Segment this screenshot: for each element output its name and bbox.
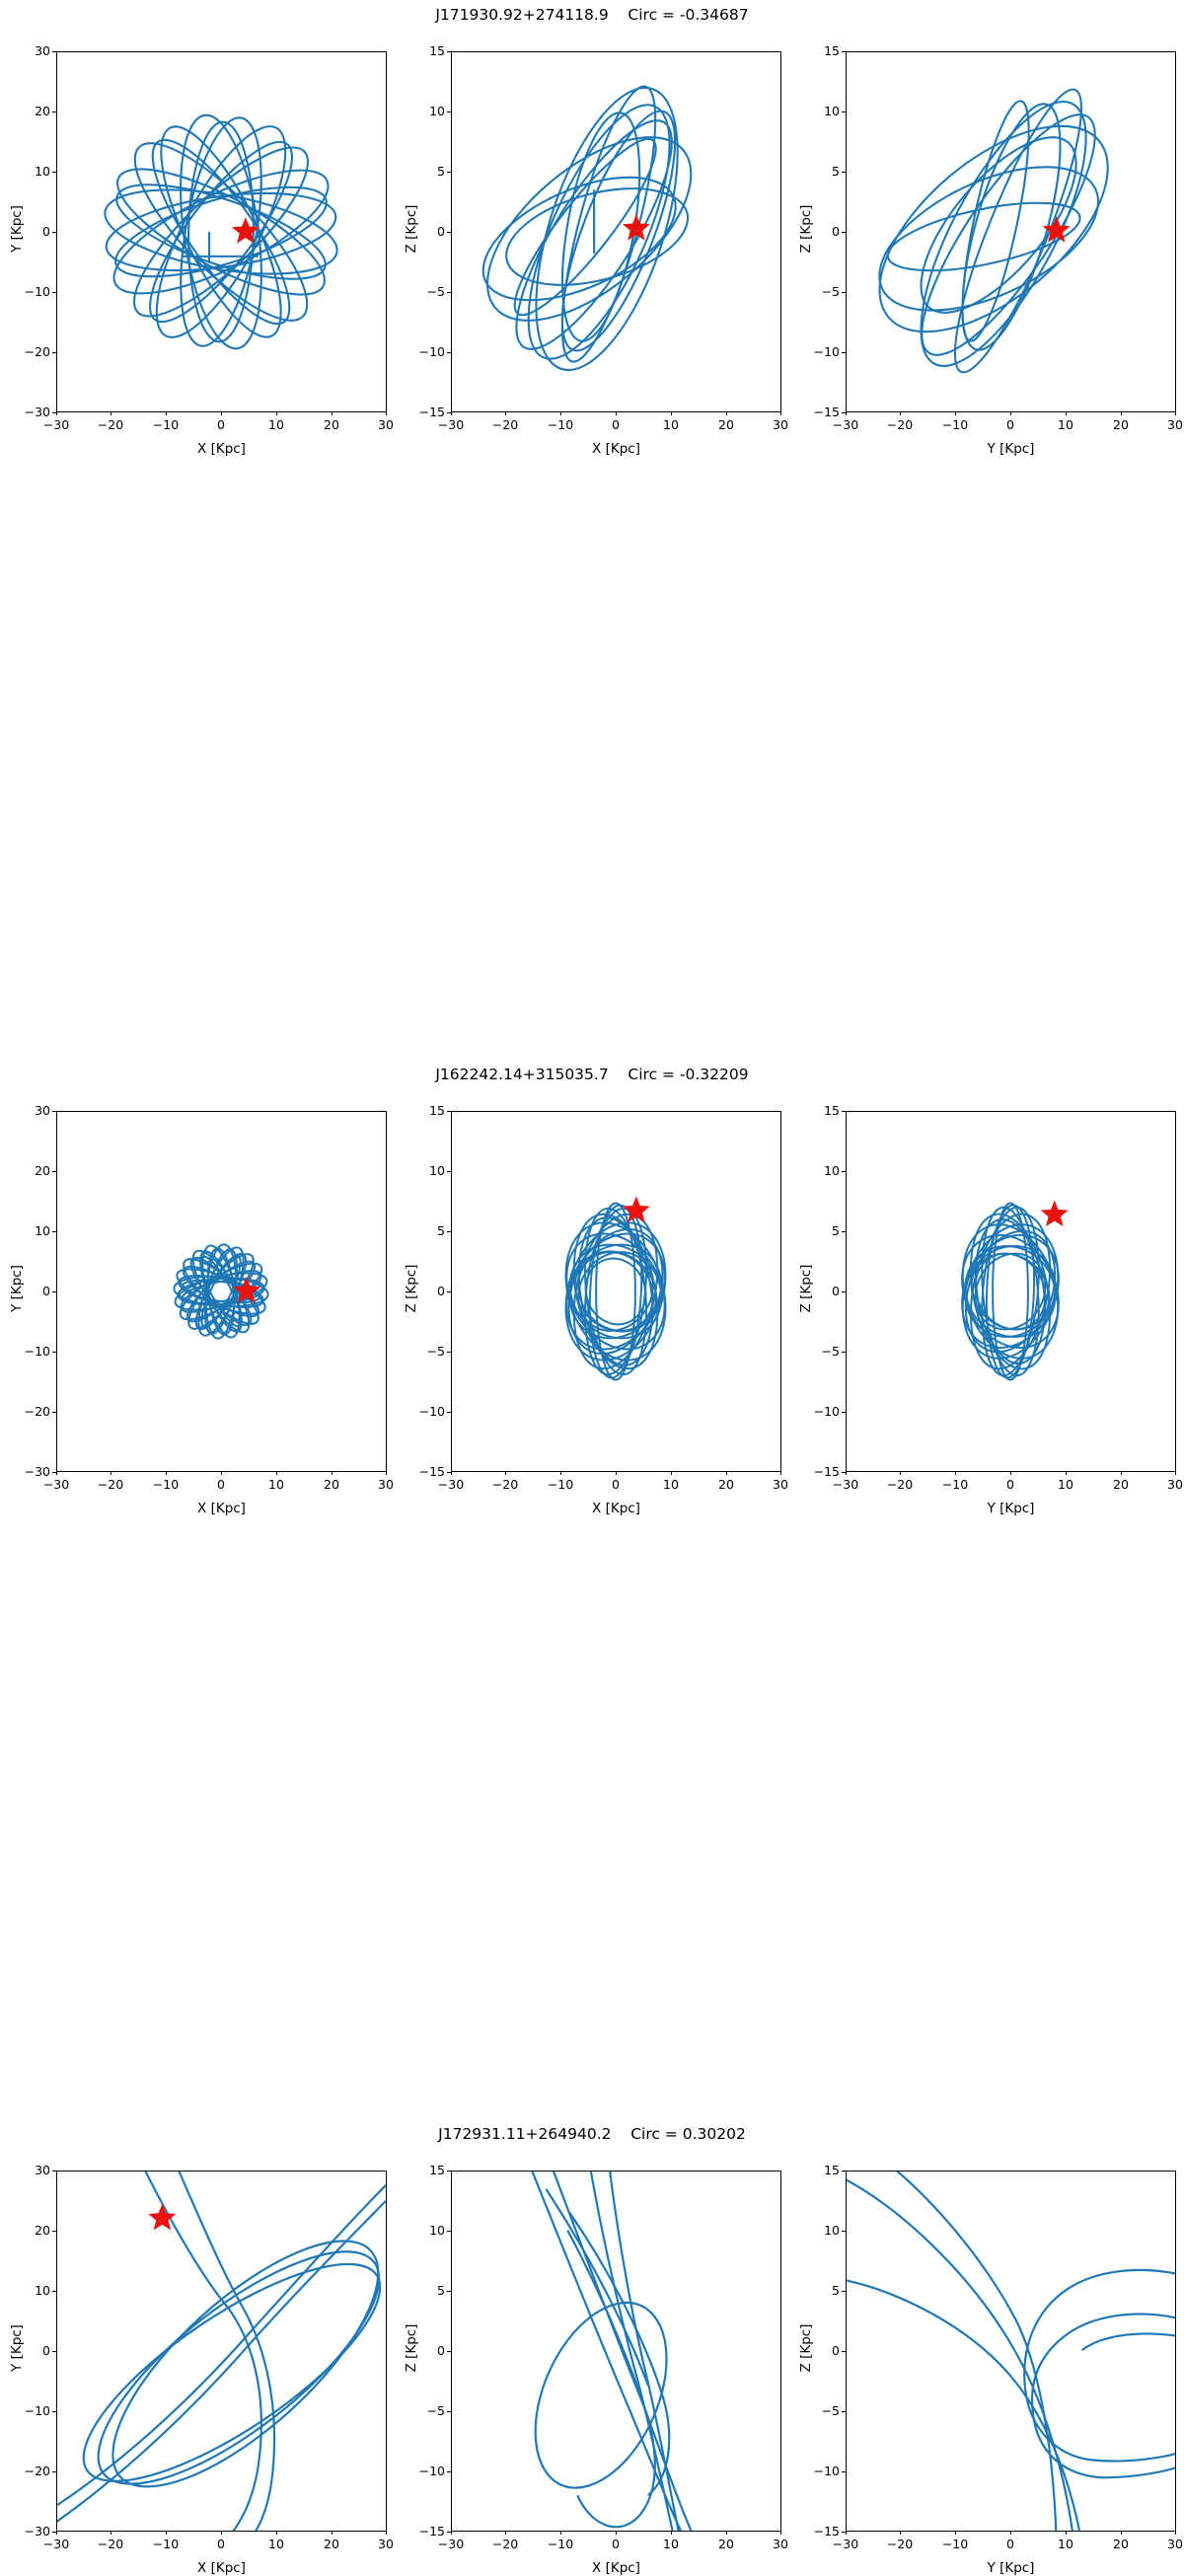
ytick-row2-yz-4: −5: [821, 1344, 840, 1359]
xtick-row1-xy-5: 20: [324, 417, 339, 432]
ytick-row1-yz-3: 0: [832, 224, 840, 239]
plot-area-row3-yz: [846, 2171, 1176, 2532]
orbit-plot-row1-xy: [57, 52, 386, 411]
xtick-row3-yz-0: −30: [832, 2537, 859, 2551]
current-position-star: [148, 2204, 176, 2231]
ytick-row3-xz-6: −15: [418, 2524, 445, 2539]
xtick-row2-xz-5: 20: [718, 1477, 734, 1492]
ylabel-row2-yz: Z [Kpc]: [798, 1264, 814, 1313]
xtick-row3-yz-2: −10: [941, 2537, 969, 2551]
xtick-row2-xy-0: −30: [42, 1477, 70, 1492]
xtick-row3-xz-1: −20: [491, 2537, 519, 2551]
ytick-row1-xy-4: −10: [24, 284, 50, 299]
ylabel-row1-xz: Z [Kpc]: [404, 204, 419, 254]
orbit-plot-row3-yz: [847, 2171, 1175, 2531]
xtick-row2-yz-6: 30: [1167, 1477, 1183, 1492]
ytick-row1-xz-3: 0: [437, 224, 445, 239]
xtick-row2-yz-3: 0: [1006, 1477, 1014, 1492]
xlabel-row1-yz: Y [Kpc]: [987, 441, 1035, 457]
ytick-row1-xy-3: 0: [42, 224, 50, 239]
xtick-row1-xz-4: 10: [663, 417, 679, 432]
ytick-row2-xz-1: 10: [429, 1163, 445, 1178]
ylabel-row2-xy: Y [Kpc]: [9, 1265, 25, 1312]
ytick-row2-xy-4: −10: [24, 1344, 50, 1359]
xtick-row2-xy-6: 30: [378, 1477, 394, 1492]
xtick-row2-xz-4: 10: [663, 1477, 679, 1492]
ytick-row1-xy-6: −30: [24, 405, 50, 419]
xtick-row2-xy-1: −20: [97, 1477, 124, 1492]
xtick-row1-yz-1: −20: [886, 417, 914, 432]
ytick-row2-xz-5: −10: [418, 1404, 445, 1419]
xlabel-row3-xy: X [Kpc]: [197, 2560, 246, 2576]
xlabel-row1-xz: X [Kpc]: [592, 441, 640, 457]
xtick-row1-yz-4: 10: [1058, 417, 1073, 432]
xtick-row1-yz-5: 20: [1113, 417, 1129, 432]
ytick-row3-xy-6: −30: [24, 2524, 50, 2539]
xtick-row1-xz-1: −20: [491, 417, 519, 432]
ytick-row3-xy-3: 0: [42, 2343, 50, 2358]
xtick-row2-xz-0: −30: [437, 1477, 465, 1492]
xtick-row1-xy-6: 30: [378, 417, 394, 432]
xtick-row1-xy-1: −20: [97, 417, 124, 432]
xtick-row2-yz-0: −30: [832, 1477, 859, 1492]
xtick-row1-xy-3: 0: [217, 417, 225, 432]
orbit-plot-row1-yz: [847, 52, 1175, 411]
xtick-row2-xy-5: 20: [324, 1477, 339, 1492]
xtick-row2-yz-4: 10: [1058, 1477, 1073, 1492]
orbit-plot-row3-xy: [57, 2171, 386, 2531]
xtick-row3-yz-3: 0: [1006, 2537, 1014, 2551]
xtick-row3-yz-4: 10: [1058, 2537, 1073, 2551]
row-title-2: J162242.14+315035.7 Circ = -0.32209: [435, 1066, 749, 1083]
ytick-row1-xz-6: −15: [418, 405, 445, 419]
ytick-row3-xy-5: −20: [24, 2464, 50, 2478]
xlabel-row2-xy: X [Kpc]: [197, 1501, 246, 1516]
ytick-row1-xz-5: −10: [418, 344, 445, 359]
xtick-row3-yz-6: 30: [1167, 2537, 1183, 2551]
xlabel-row2-yz: Y [Kpc]: [987, 1501, 1035, 1516]
ytick-row2-xy-1: 20: [35, 1163, 50, 1178]
ytick-row3-yz-1: 10: [824, 2223, 840, 2238]
xtick-row3-xz-6: 30: [773, 2537, 788, 2551]
xtick-row3-yz-5: 20: [1113, 2537, 1129, 2551]
xtick-row3-xy-4: 10: [268, 2537, 284, 2551]
ytick-row2-xz-4: −5: [426, 1344, 445, 1359]
ytick-row3-xy-0: 30: [35, 2163, 50, 2177]
ylabel-row3-xy: Y [Kpc]: [9, 2324, 25, 2372]
xlabel-row1-xy: X [Kpc]: [197, 441, 246, 457]
ytick-row3-xy-4: −10: [24, 2403, 50, 2418]
ytick-row3-xz-1: 10: [429, 2223, 445, 2238]
ytick-row2-xz-6: −15: [418, 1464, 445, 1479]
xtick-row3-xy-1: −20: [97, 2537, 124, 2551]
xtick-row3-xz-2: −10: [547, 2537, 574, 2551]
xtick-row3-xz-5: 20: [718, 2537, 734, 2551]
xtick-row1-xz-2: −10: [547, 417, 574, 432]
xtick-row3-xy-5: 20: [324, 2537, 339, 2551]
xtick-row3-xy-3: 0: [217, 2537, 225, 2551]
plot-area-row1-xy: [56, 51, 387, 412]
ytick-row1-xy-0: 30: [35, 43, 50, 58]
xtick-row3-xy-6: 30: [378, 2537, 394, 2551]
xtick-row3-xz-3: 0: [612, 2537, 620, 2551]
xtick-row1-yz-3: 0: [1006, 417, 1014, 432]
xtick-row2-xy-3: 0: [217, 1477, 225, 1492]
xtick-row1-yz-0: −30: [832, 417, 859, 432]
xtick-row1-xy-2: −10: [152, 417, 180, 432]
ylabel-row1-yz: Z [Kpc]: [798, 204, 814, 254]
row-title-1: J171930.92+274118.9 Circ = -0.34687: [435, 6, 749, 24]
xtick-row2-xz-3: 0: [612, 1477, 620, 1492]
xtick-row2-xy-4: 10: [268, 1477, 284, 1492]
xtick-row3-yz-1: −20: [886, 2537, 914, 2551]
ytick-row1-yz-0: 15: [824, 43, 840, 58]
ylabel-row2-xz: Z [Kpc]: [404, 1264, 419, 1313]
xtick-row1-xz-6: 30: [773, 417, 788, 432]
xtick-row2-xy-2: −10: [152, 1477, 180, 1492]
ytick-row3-xz-4: −5: [426, 2403, 445, 2418]
xtick-row2-yz-1: −20: [886, 1477, 914, 1492]
ytick-row3-yz-0: 15: [824, 2163, 840, 2177]
plot-area-row1-xz: [451, 51, 781, 412]
xtick-row2-xz-6: 30: [773, 1477, 788, 1492]
ytick-row3-yz-4: −5: [821, 2403, 840, 2418]
ylabel-row1-xy: Y [Kpc]: [9, 205, 25, 253]
ytick-row2-xy-0: 30: [35, 1103, 50, 1118]
ytick-row2-xz-3: 0: [437, 1284, 445, 1298]
xtick-row1-xy-4: 10: [268, 417, 284, 432]
ytick-row2-yz-0: 15: [824, 1103, 840, 1118]
xtick-row3-xy-0: −30: [42, 2537, 70, 2551]
ytick-row3-xz-0: 15: [429, 2163, 445, 2177]
ytick-row1-xy-1: 20: [35, 104, 50, 118]
ytick-row3-xz-5: −10: [418, 2464, 445, 2478]
ytick-row1-xy-2: 10: [35, 164, 50, 179]
ytick-row1-xz-2: 5: [437, 164, 445, 179]
ytick-row2-xy-2: 10: [35, 1223, 50, 1238]
ytick-row1-xz-4: −5: [426, 284, 445, 299]
plot-area-row3-xz: [451, 2171, 781, 2532]
ytick-row1-yz-2: 5: [832, 164, 840, 179]
ytick-row2-xz-0: 15: [429, 1103, 445, 1118]
ytick-row2-yz-2: 5: [832, 1223, 840, 1238]
ytick-row1-xz-0: 15: [429, 43, 445, 58]
ytick-row3-xz-3: 0: [437, 2343, 445, 2358]
xtick-row1-yz-6: 30: [1167, 417, 1183, 432]
figure-row-2: [0, 520, 1184, 1516]
ytick-row2-xy-5: −20: [24, 1404, 50, 1419]
xtick-row3-xz-0: −30: [437, 2537, 465, 2551]
ytick-row1-yz-4: −5: [821, 284, 840, 299]
ytick-row3-yz-3: 0: [832, 2343, 840, 2358]
ytick-row2-yz-6: −15: [813, 1464, 840, 1479]
xtick-row1-xz-0: −30: [437, 417, 465, 432]
figure-row-3: [0, 1040, 1184, 2576]
plot-area-row3-xy: [56, 2171, 387, 2532]
ytick-row3-yz-6: −15: [813, 2524, 840, 2539]
xlabel-row2-xz: X [Kpc]: [592, 1501, 640, 1516]
ytick-row2-yz-1: 10: [824, 1163, 840, 1178]
ytick-row1-yz-5: −10: [813, 344, 840, 359]
xtick-row1-xy-0: −30: [42, 417, 70, 432]
xlabel-row3-yz: Y [Kpc]: [987, 2560, 1035, 2576]
ytick-row2-yz-3: 0: [832, 1284, 840, 1298]
ytick-row3-xz-2: 5: [437, 2283, 445, 2298]
ytick-row1-xz-1: 10: [429, 104, 445, 118]
xtick-row2-yz-5: 20: [1113, 1477, 1129, 1492]
xtick-row3-xy-2: −10: [152, 2537, 180, 2551]
orbit-plot-row3-xz: [452, 2171, 780, 2531]
xtick-row1-xz-3: 0: [612, 417, 620, 432]
orbit-plot-row1-xz: [452, 52, 780, 411]
ytick-row1-yz-1: 10: [824, 104, 840, 118]
ytick-row2-xy-6: −30: [24, 1464, 50, 1479]
xtick-row1-xz-5: 20: [718, 417, 734, 432]
ytick-row1-yz-6: −15: [813, 405, 840, 419]
ytick-row3-xy-2: 10: [35, 2283, 50, 2298]
xtick-row2-yz-2: −10: [941, 1477, 969, 1492]
ytick-row3-yz-2: 5: [832, 2283, 840, 2298]
ytick-row1-xy-5: −20: [24, 344, 50, 359]
xtick-row1-yz-2: −10: [941, 417, 969, 432]
ytick-row3-xy-1: 20: [35, 2223, 50, 2238]
ylabel-row3-xz: Z [Kpc]: [404, 2323, 419, 2373]
ytick-row3-yz-5: −10: [813, 2464, 840, 2478]
ylabel-row3-yz: Z [Kpc]: [798, 2323, 814, 2373]
ytick-row2-xz-2: 5: [437, 1223, 445, 1238]
plot-area-row1-yz: [846, 51, 1176, 412]
ytick-row2-yz-5: −10: [813, 1404, 840, 1419]
xtick-row2-xz-1: −20: [491, 1477, 519, 1492]
figure-row-1: [0, 0, 1184, 520]
ytick-row2-xy-3: 0: [42, 1284, 50, 1298]
xtick-row2-xz-2: −10: [547, 1477, 574, 1492]
row-title-3: J172931.11+264940.2 Circ = 0.30202: [438, 2125, 746, 2143]
xtick-row3-xz-4: 10: [663, 2537, 679, 2551]
xlabel-row3-xz: X [Kpc]: [592, 2560, 640, 2576]
